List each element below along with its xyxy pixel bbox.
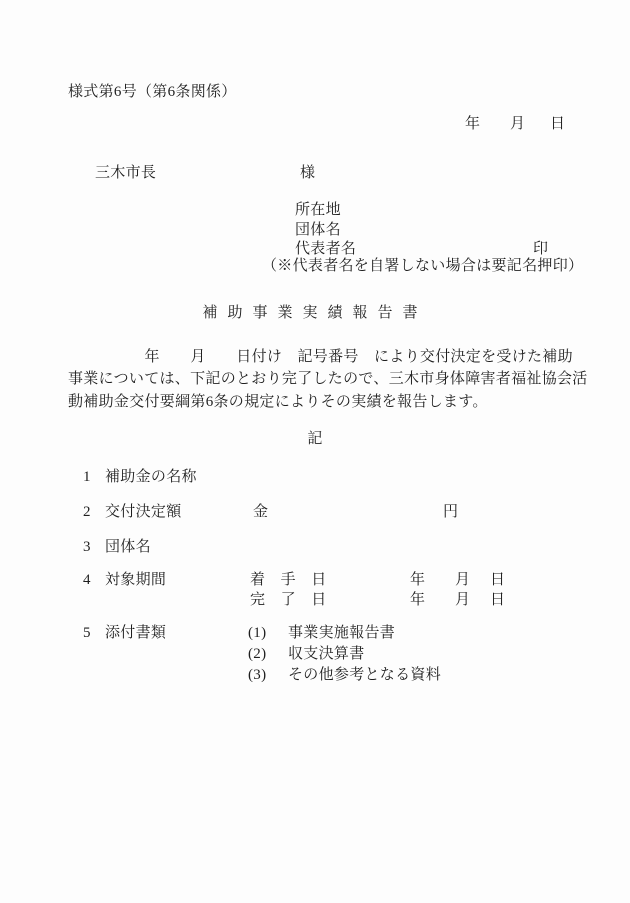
completion-date-label: 完 了 日: [250, 592, 327, 608]
addressee-honorific: 様: [300, 165, 316, 181]
body-paragraph-line-2: 事業については、下記のとおり完了したので、三木市身体障害者福祉協会活: [68, 371, 588, 387]
start-day-label: 日: [490, 572, 506, 588]
item-2-label: 交付決定額: [105, 504, 182, 520]
sender-representative-label: 代表者名: [295, 241, 357, 257]
sender-address-label: 所在地: [295, 202, 341, 218]
date-month-label: 月: [510, 116, 526, 132]
body-paragraph-line-1: 年 月 日付け 記号番号 により交付決定を受けた補助: [68, 349, 573, 365]
date-year-label: 年: [465, 116, 481, 132]
addressee-name: 三木市長: [95, 165, 157, 181]
start-month-label: 月: [455, 572, 471, 588]
start-year-label: 年: [410, 572, 426, 588]
attachment-1-text: 事業実施報告書: [288, 625, 396, 641]
item-1-label: 補助金の名称: [105, 469, 197, 485]
amount-prefix: 金: [253, 504, 269, 520]
form-number: 様式第6号（第6条関係）: [68, 84, 237, 100]
document-title: 補助事業実績報告書: [202, 305, 428, 321]
section-marker-ki: 記: [307, 431, 323, 447]
item-5-number: 5: [83, 625, 91, 641]
attachment-3-number: (3): [248, 667, 267, 683]
item-3-number: 3: [83, 539, 91, 555]
amount-unit: 円: [443, 504, 459, 520]
seal-mark: 印: [533, 241, 549, 257]
attachment-2-text: 収支決算書: [288, 646, 365, 662]
attachment-2-number: (2): [248, 646, 267, 662]
item-4-number: 4: [83, 572, 91, 588]
start-date-label: 着 手 日: [250, 572, 327, 588]
body-paragraph-line-3: 動補助金交付要綱第6条の規定によりその実績を報告します。: [68, 394, 488, 410]
completion-month-label: 月: [455, 592, 471, 608]
item-3-label: 団体名: [105, 539, 151, 555]
item-1-number: 1: [83, 469, 91, 485]
signature-note: （※代表者名を自署しない場合は要記名押印）: [262, 258, 584, 274]
completion-year-label: 年: [410, 592, 426, 608]
attachment-3-text: その他参考となる資料: [288, 667, 442, 683]
item-2-number: 2: [83, 504, 91, 520]
item-5-label: 添付書類: [105, 625, 167, 641]
completion-day-label: 日: [490, 592, 506, 608]
attachment-1-number: (1): [248, 625, 267, 641]
sender-organization-label: 団体名: [295, 222, 341, 238]
date-day-label: 日: [550, 116, 566, 132]
item-4-label: 対象期間: [105, 572, 167, 588]
